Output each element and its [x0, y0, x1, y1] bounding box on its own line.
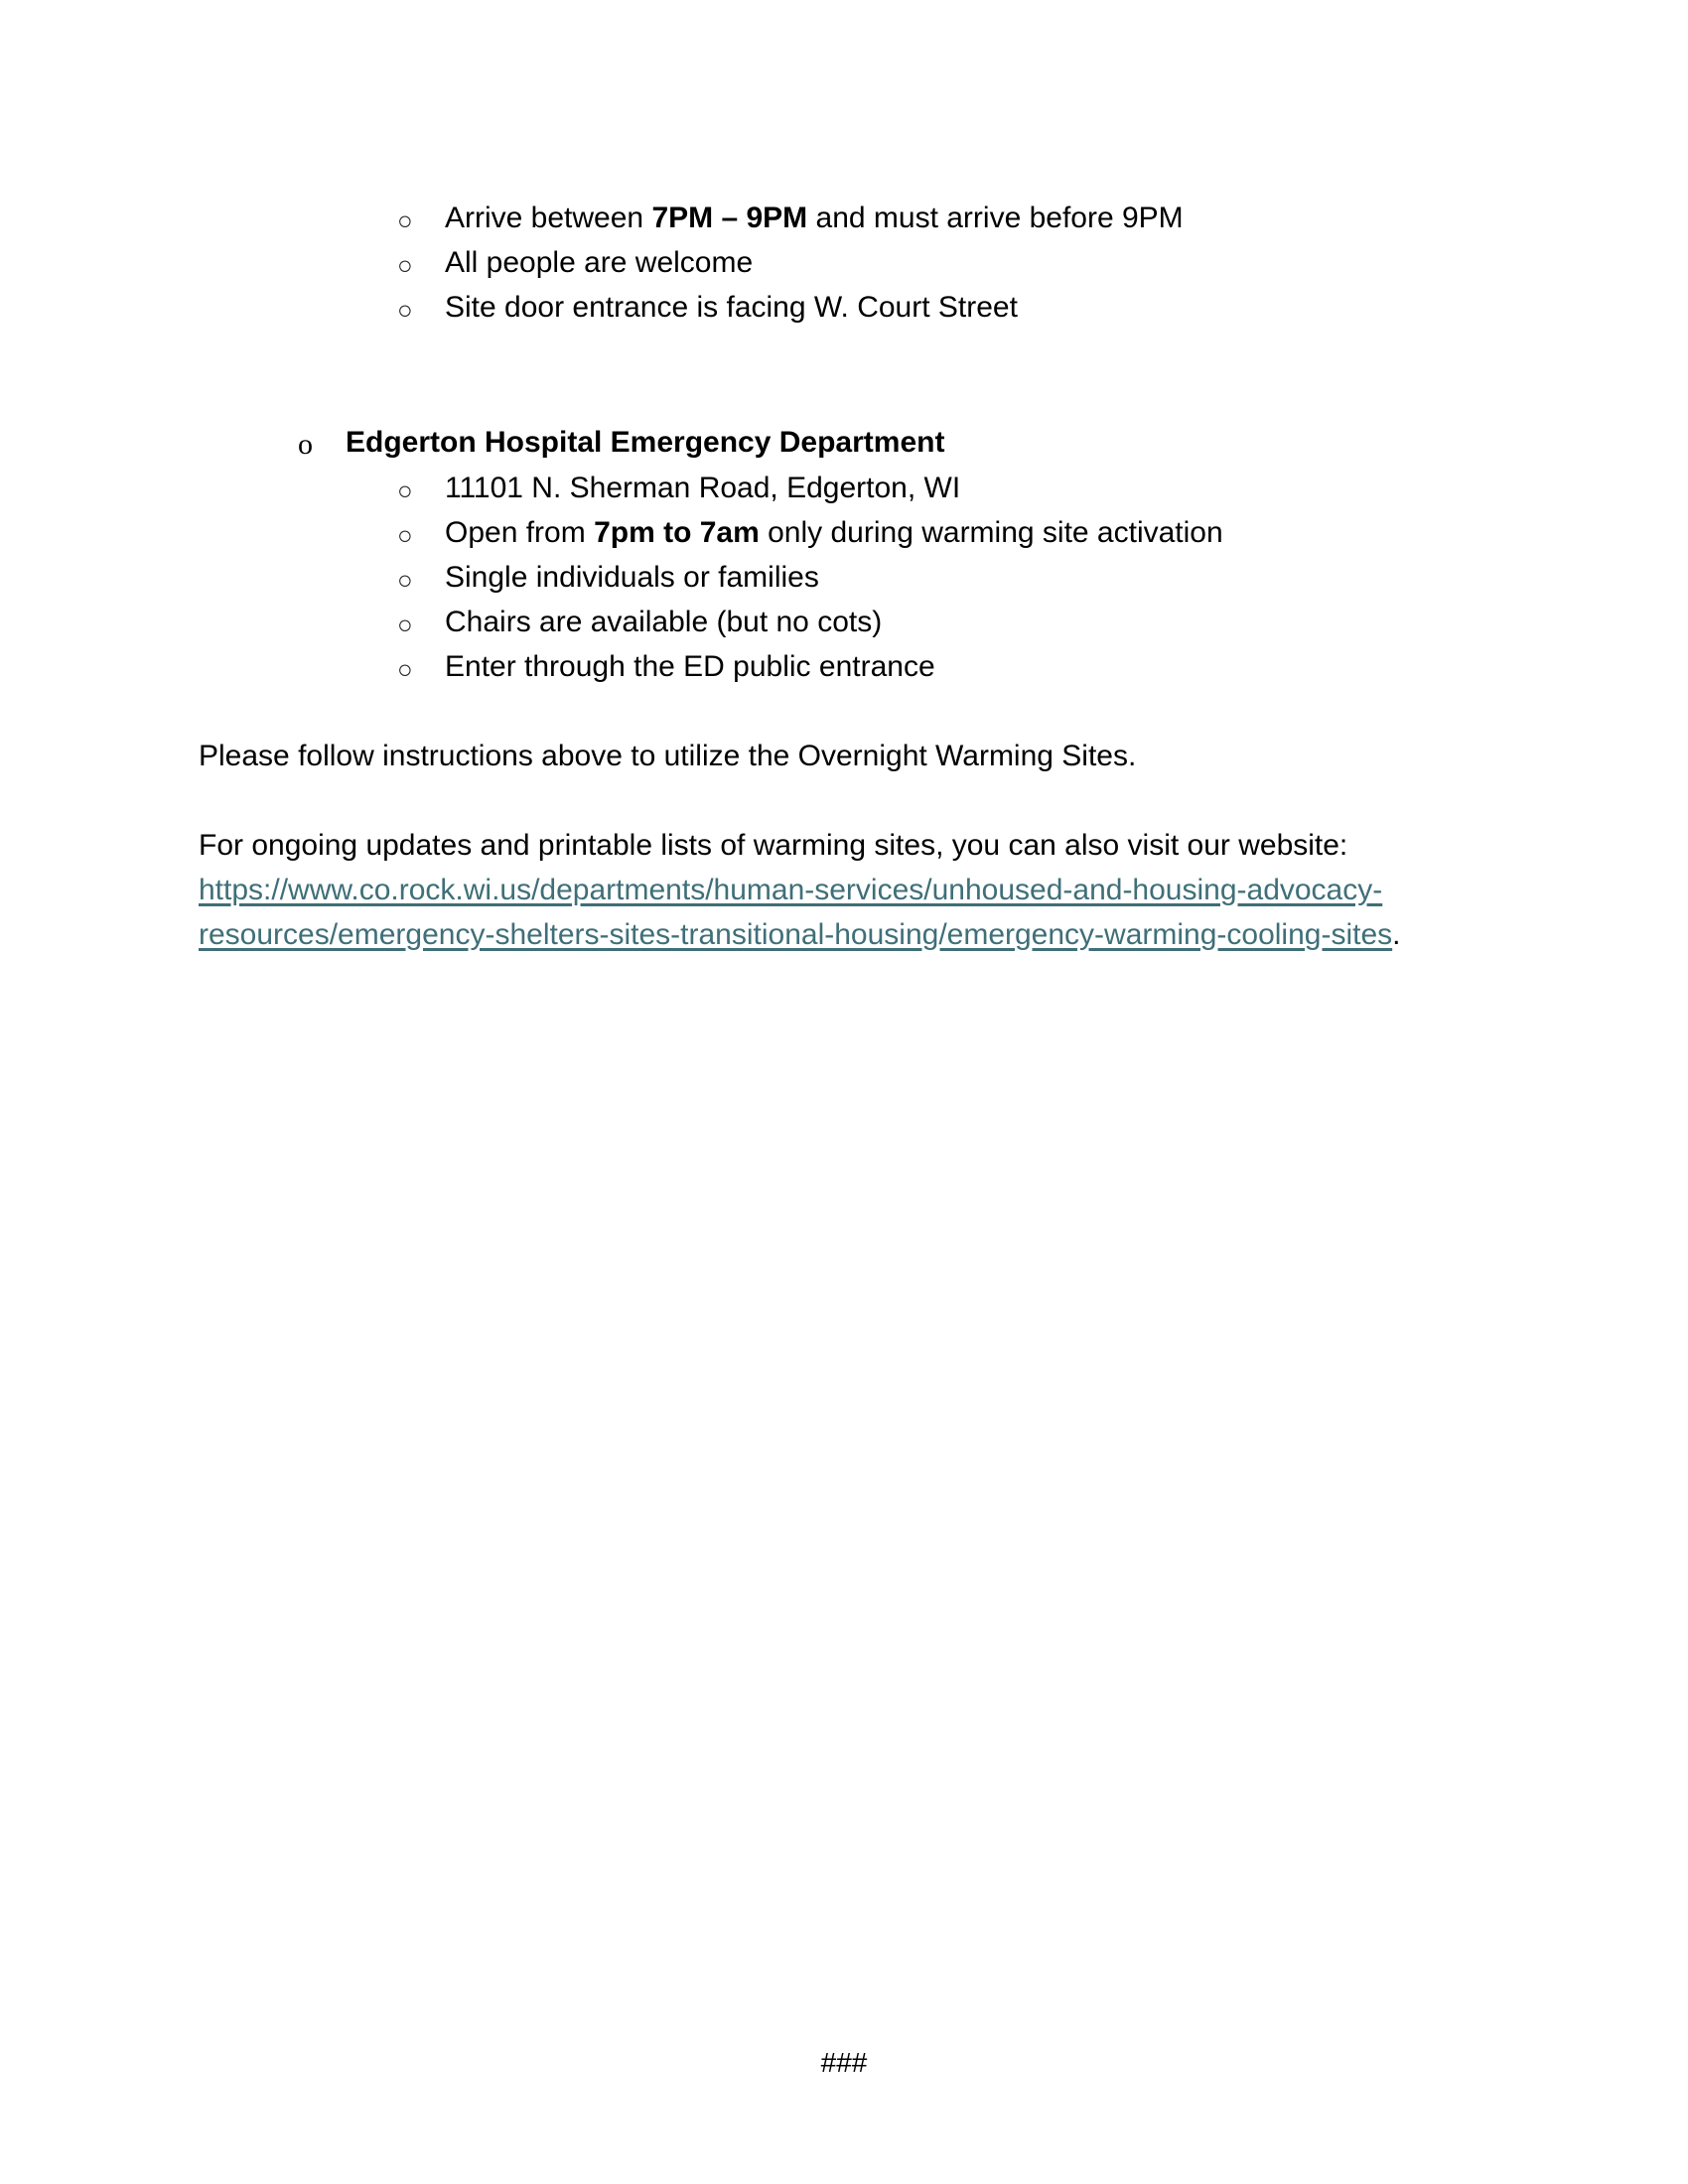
website-link-part-2[interactable]: resources/emergency-shelters-sites-transitional-housing/emergency-warming-cooling-sites	[199, 918, 1393, 951]
website-link-line-1[interactable]	[199, 871, 1382, 910]
sub-bullet-2: ○	[397, 250, 413, 280]
site1-item-entrance: Site door entrance is facing W. Court Street	[445, 291, 1018, 324]
site2-item-individuals: Single individuals or families	[445, 561, 819, 594]
site1-item-welcome: All people are welcome	[445, 246, 754, 279]
sub-bullet-7: ○	[397, 610, 413, 639]
sub-bullet-5: ○	[397, 520, 413, 550]
sub-bullet-3: ○	[397, 295, 413, 325]
site2-item-entrance: Enter through the ED public entrance	[445, 650, 935, 683]
website-link-line-2[interactable]	[199, 915, 1400, 955]
sub-bullet-4: ○	[397, 476, 413, 505]
website-link-part-1[interactable]: https://www.co.rock.wi.us/departments/human-services/unhoused-and-housing-advocacy-	[199, 874, 1383, 906]
top-bullet: o	[298, 428, 313, 461]
site2-item-address: 11101 N. Sherman Road, Edgerton, WI	[445, 472, 961, 504]
site1-item-arrive: Arrive between 7PM – 9PM and must arrive before 9PM	[445, 202, 1184, 234]
site2-item-chairs: Chairs are available (but no cots)	[445, 606, 883, 638]
link-trailing-period: .	[1392, 918, 1401, 951]
sub-bullet-6: ○	[397, 565, 413, 595]
end-marker: ###	[820, 2047, 868, 2078]
sub-bullet-8: ○	[397, 654, 413, 684]
site2-title: Edgerton Hospital Emergency Department	[346, 426, 945, 459]
site2-item-hours: Open from 7pm to 7am only during warming site activation	[445, 516, 1223, 549]
instructions-paragraph: Please follow instructions above to utilize the Overnight Warming Sites.	[199, 740, 1137, 772]
sub-bullet-1: ○	[397, 205, 413, 235]
updates-intro: For ongoing updates and printable lists of warming sites, you can also visit our website:	[199, 829, 1348, 862]
